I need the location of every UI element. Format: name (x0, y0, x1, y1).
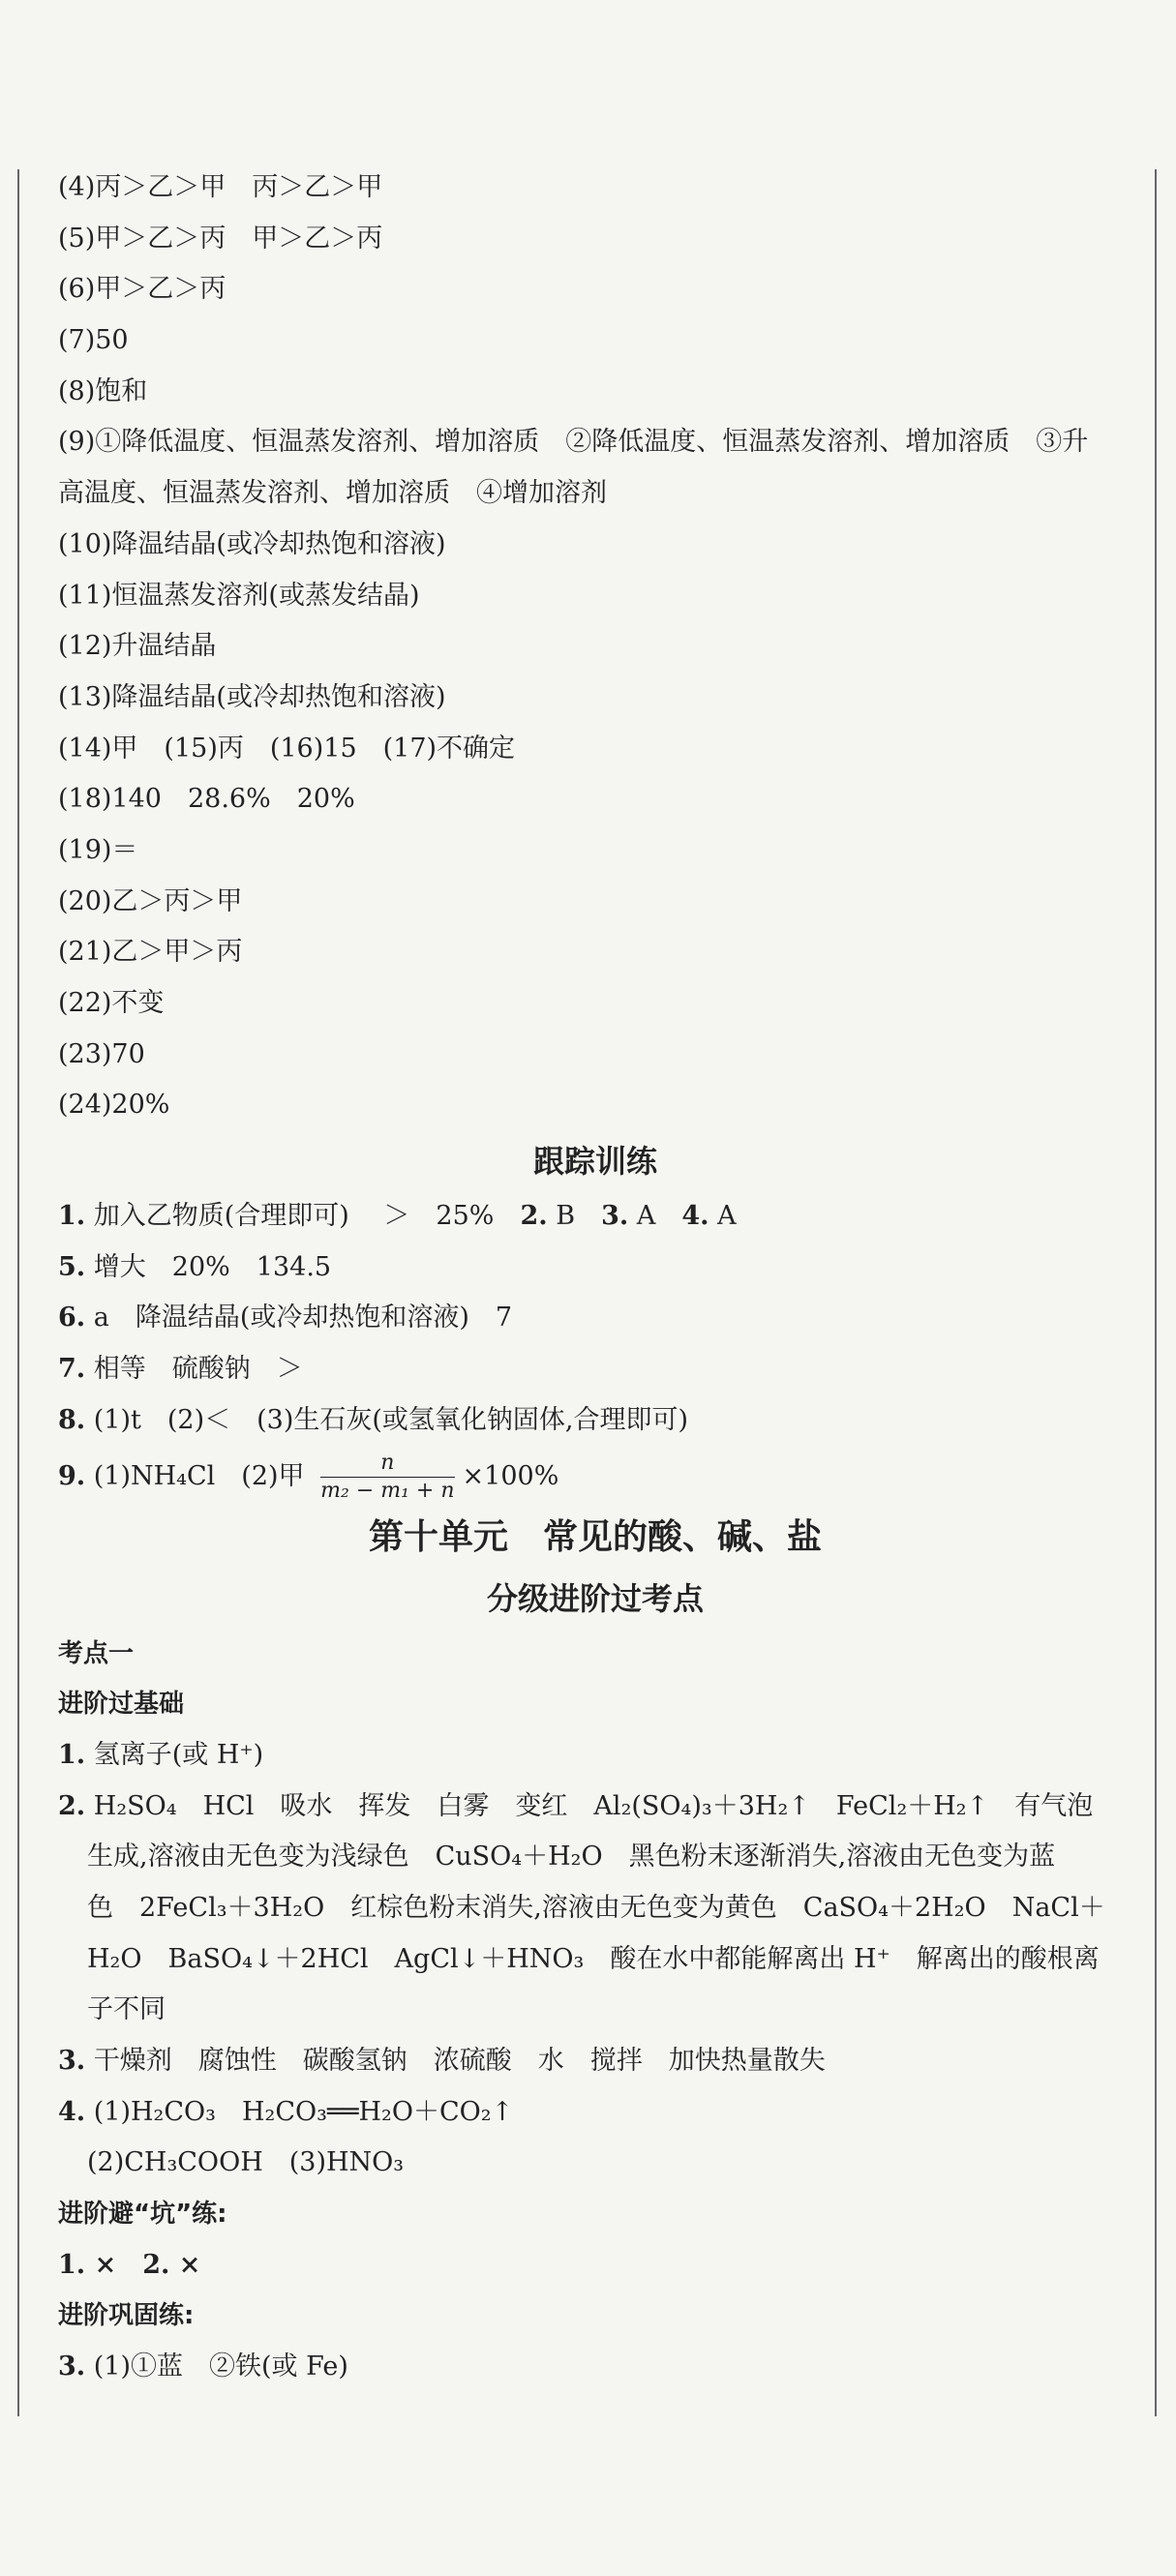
answer-line: (20)乙＞丙＞甲 (58, 885, 243, 916)
answer-line: (11)恒温蒸发溶剂(或蒸发结晶) (58, 580, 420, 611)
avoid-answers: 1. × 2. × (58, 2249, 201, 2280)
basic-answer-2 (58, 1782, 1132, 2036)
right-border-line (1155, 169, 1157, 2416)
tracking-line-fraction (58, 1447, 1132, 1507)
answer-line: (8)饱和 (58, 375, 148, 406)
answer-line: (18)140 28.6% 20% (58, 784, 355, 815)
tracking-line (58, 1344, 1132, 1395)
basic-answer-4 (58, 2087, 1132, 2189)
question-number: 4. (681, 1201, 709, 1232)
answer-text: 增大 20% 134.5 (85, 1251, 332, 1282)
answer-line: (24)20% (58, 1090, 170, 1121)
tracking-line (58, 1243, 1132, 1294)
answer-line: (2)CH₃COOH (3)HNO₃ (87, 2147, 405, 2178)
question-number: 1. (58, 1201, 86, 1232)
question-number: 9. (58, 1460, 86, 1491)
answer-line: (6)甲＞乙＞丙 (58, 274, 226, 305)
answer-text: H₂SO₄ HCl 吸水 挥发 白雾 变红 Al₂(SO₄)₃＋3H₂↑ FeCl₂＋H₂↑ 有气泡 (85, 1790, 1094, 1821)
answer-text: B (547, 1201, 602, 1232)
answer-text: A (709, 1201, 737, 1232)
tracking-line (58, 1293, 1132, 1344)
question-number: 6. (58, 1303, 86, 1333)
answer-text: (1)①蓝 ②铁(或 Fe) (85, 2351, 348, 2382)
question-number: 2. (520, 1201, 548, 1232)
answer-line: 生成,溶液由无色变为浅绿色 CuSO₄＋H₂O 黑色粉末逐渐消失,溶液由无色变为蓝 (87, 1842, 1056, 1872)
key-point-heading: 考点一 (58, 1638, 135, 1668)
question-number: 8. (58, 1404, 86, 1435)
answer-line: H₂O BaSO₄↓＋2HCl AgCl↓＋HNO₃ 酸在水中都能解离出 H⁺ 解离出的酸根离 (87, 1943, 1100, 1974)
fraction-denominator: m₂ − m₁ + n (320, 1478, 455, 1503)
answer-text: 加入乙物质(合理即可) ＞ 25% (85, 1201, 521, 1232)
left-border-line (17, 169, 19, 2416)
unit-title: 第十单元 常见的酸、碱、盐 (368, 1516, 822, 1557)
answer-text: (1)H₂CO₃ H₂CO₃══H₂O＋CO₂↑ (85, 2096, 514, 2127)
answer-page (58, 163, 1132, 2393)
answer-text: 氢离子(或 H⁺) (85, 1739, 264, 1770)
answer-line: (21)乙＞甲＞丙 (58, 937, 243, 968)
subsection-consolidate: 进阶巩固练: (58, 2301, 195, 2331)
question-number: 3. (601, 1201, 629, 1232)
fraction (320, 1450, 454, 1505)
answer-text: (1)t (2)＜ (3)生石灰(或氢氧化钠固体,合理即可) (85, 1404, 689, 1435)
question-number: 4. (58, 2096, 86, 2127)
tracking-line (58, 1395, 1132, 1447)
answer-line (58, 1782, 1132, 1833)
consolidate-answer-3 (58, 2342, 1132, 2393)
fraction-numerator: n (320, 1450, 454, 1478)
tracking-line (58, 1191, 1132, 1243)
answer-line: (13)降温结晶(或冷却热饱和溶液) (58, 681, 446, 712)
answer-line: (5)甲＞乙＞丙 甲＞乙＞丙 (58, 223, 383, 254)
basic-answer-1 (58, 1730, 1132, 1782)
answer-line: (10)降温结晶(或冷却热饱和溶液) (58, 528, 446, 559)
question-number: 5. (58, 1251, 86, 1282)
answer-line: (12)升温结晶 (58, 631, 217, 662)
answer-line: (9)①降低温度、恒温蒸发溶剂、增加溶质 ②降低温度、恒温蒸发溶剂、增加溶质 ③升 (58, 427, 1089, 458)
question-number: 1. (58, 1739, 86, 1770)
answer-text: (1)NH₄Cl (2)甲 (85, 1460, 305, 1491)
answer-line: (19)＝ (58, 834, 138, 865)
answer-text: A (628, 1201, 682, 1232)
answer-line: (4)丙＞乙＞甲 丙＞乙＞甲 (58, 172, 383, 202)
answer-line: 色 2FeCl₃＋3H₂O 红棕色粉末消失,溶液由无色变为黄色 CaSO₄＋2H₂O NaCl＋ (87, 1892, 1105, 1923)
fraction-suffix: ×100% (462, 1460, 559, 1491)
answer-line: (23)70 (58, 1038, 145, 1069)
solubility-answers (58, 163, 1132, 1131)
subsection-basic: 进阶过基础 (58, 1690, 185, 1720)
answer-text: 干燥剂 腐蚀性 碳酸氢钠 浓硫酸 水 搅拌 加快热量散失 (85, 2046, 826, 2076)
question-number: 7. (58, 1354, 86, 1385)
answer-line: 高温度、恒温蒸发溶剂、增加溶质 ④增加溶剂 (58, 478, 607, 509)
answer-line: (14)甲 (15)丙 (16)15 (17)不确定 (58, 733, 516, 764)
answer-text: 相等 硫酸钠 ＞ (85, 1354, 303, 1385)
question-number: 3. (58, 2046, 86, 2076)
answer-line: (22)不变 (58, 988, 165, 1018)
question-number: 3. (58, 2351, 86, 2382)
section-heading-tracking: 跟踪训练 (532, 1143, 657, 1181)
answer-line: 子不同 (87, 1994, 166, 2025)
section-title: 分级进阶过考点 (486, 1579, 704, 1617)
tracking-answers (58, 1191, 1132, 1506)
subsection-avoid-pitfalls: 进阶避“坑”练: (58, 2200, 227, 2230)
answer-line: (7)50 (58, 325, 129, 356)
answer-text: a 降温结晶(或冷却热饱和溶液) 7 (85, 1303, 513, 1333)
basic-answer-3 (58, 2036, 1132, 2087)
answer-line (58, 2087, 1132, 2139)
question-number: 2. (58, 1790, 86, 1821)
